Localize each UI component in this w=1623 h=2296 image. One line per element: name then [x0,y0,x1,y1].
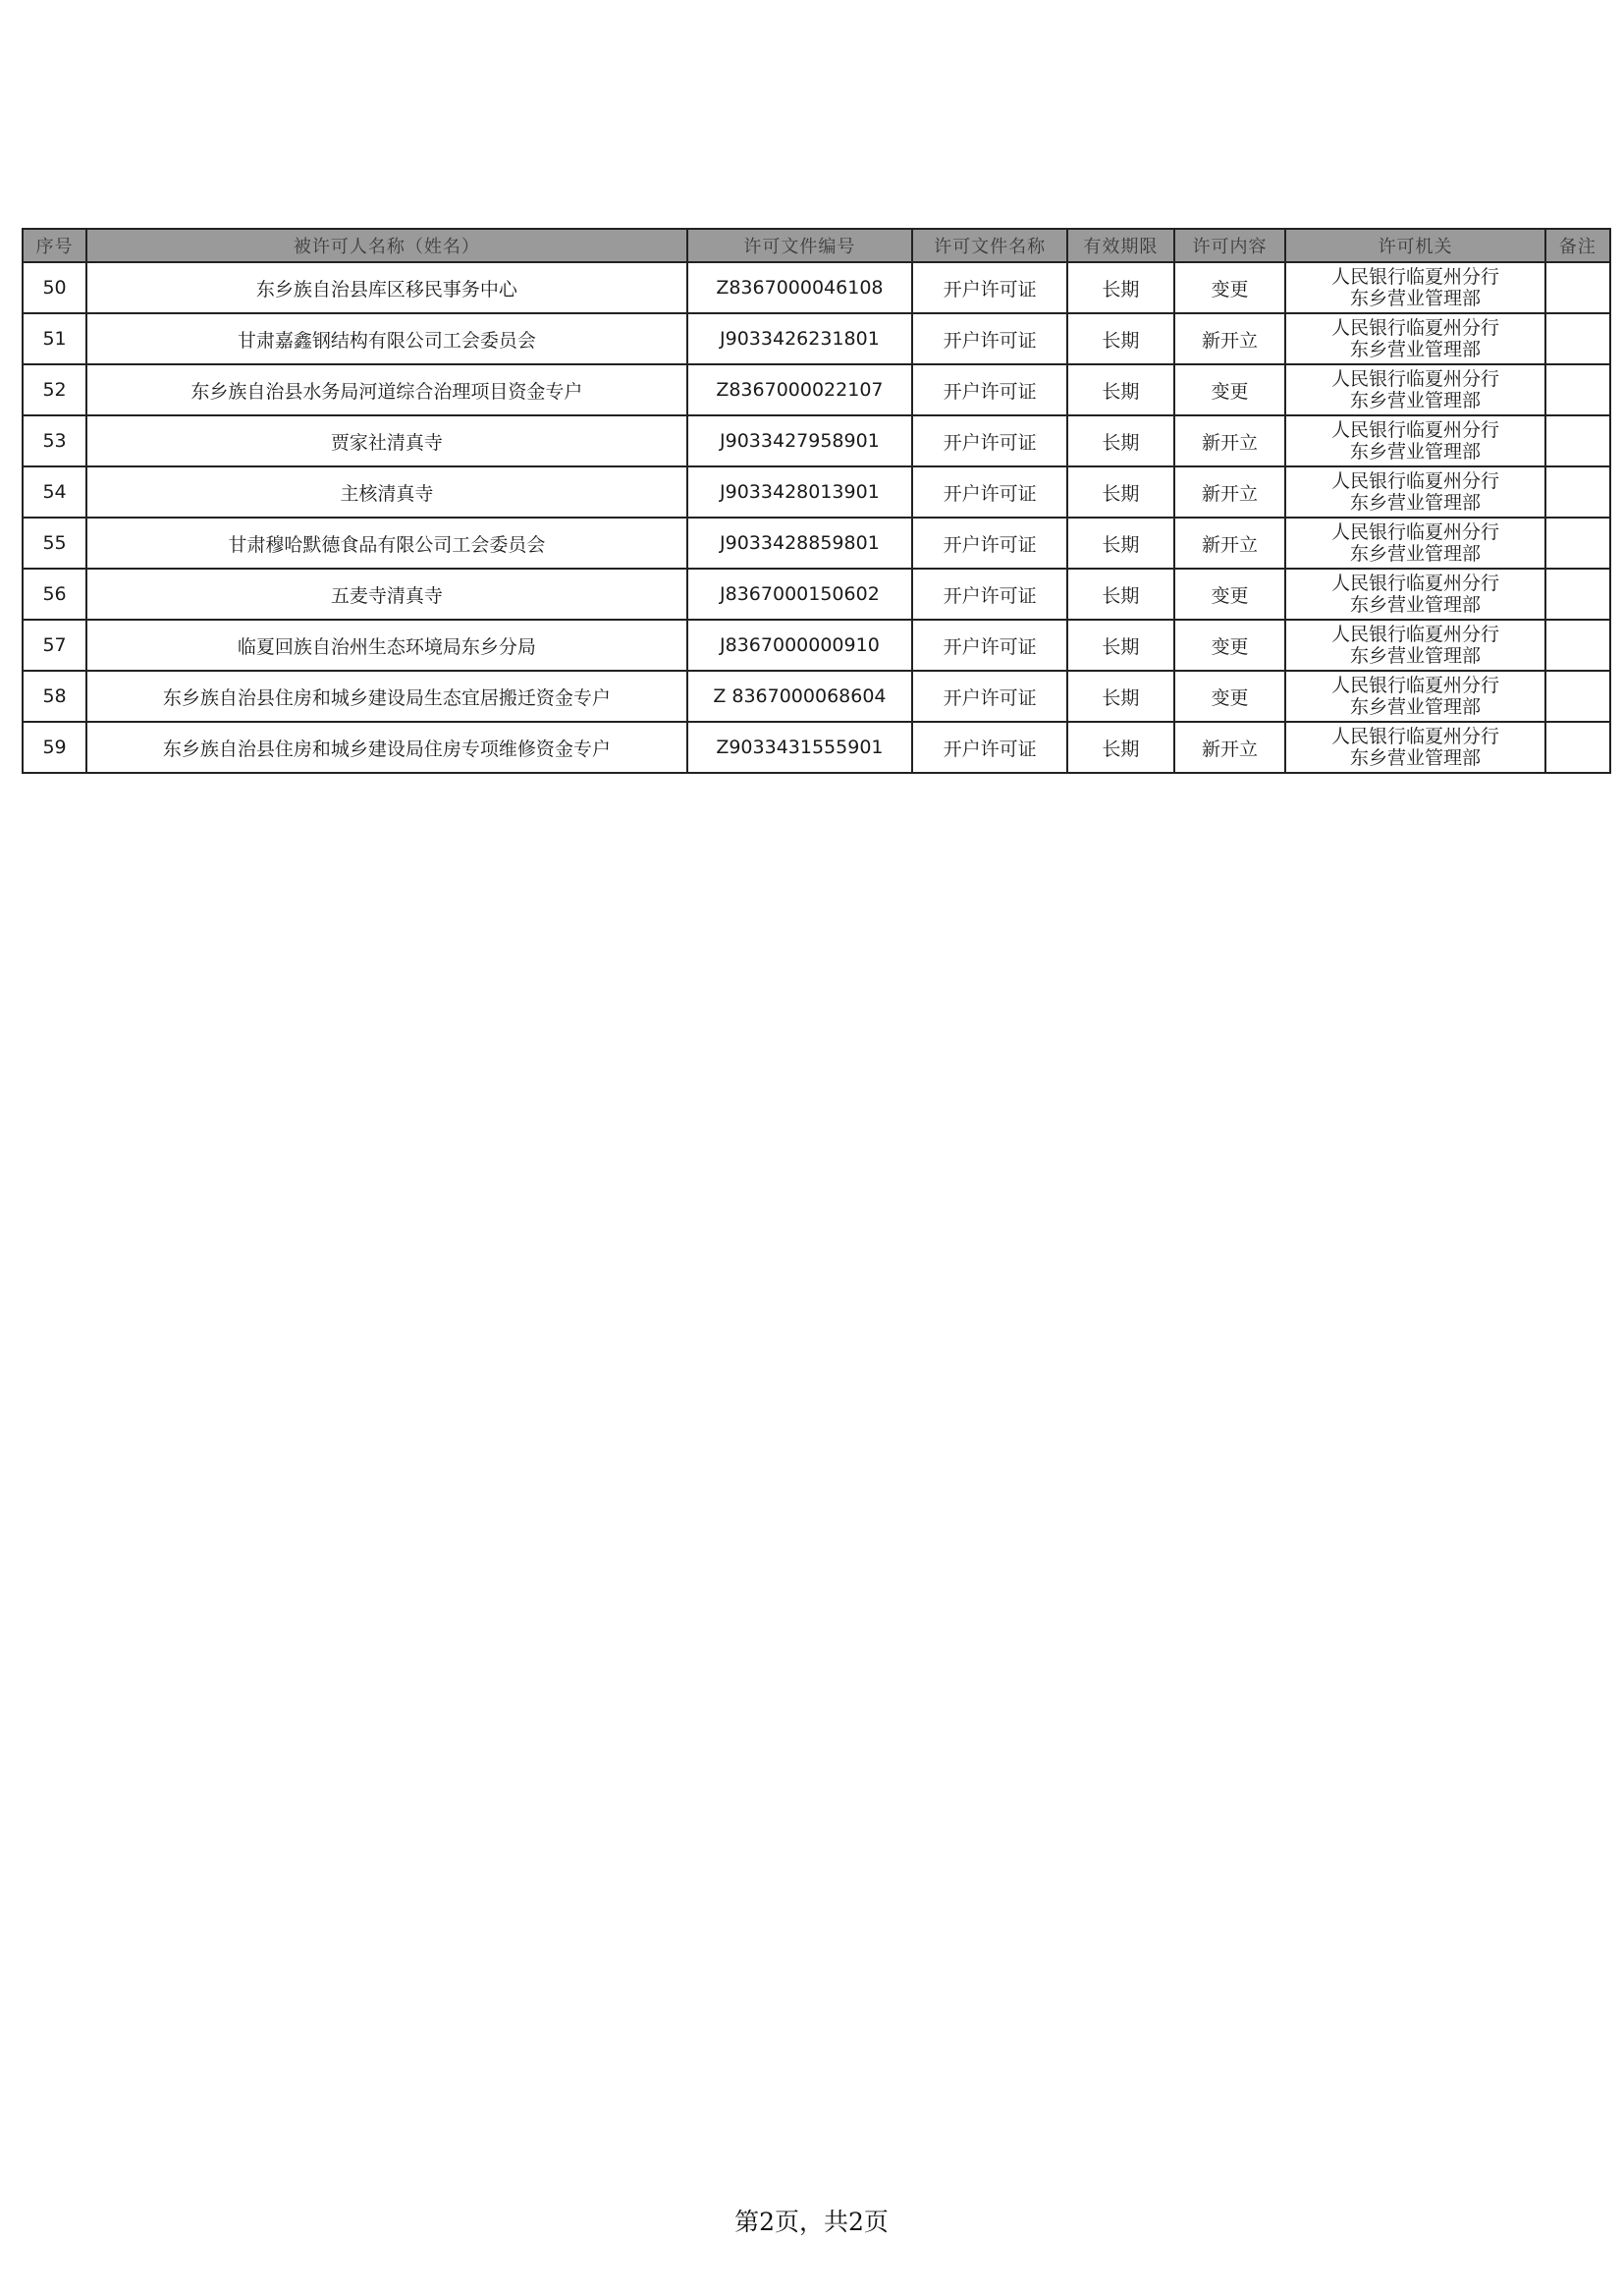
cell-doc-name: 开户许可证 [912,415,1067,466]
authority-line-1: 人民银行临夏州分行 [1331,726,1500,747]
cell-authority [1285,518,1545,569]
cell-authority [1285,722,1545,773]
cell-doc-no: Z9033431555901 [687,722,912,773]
cell-remark [1545,364,1610,415]
header-row [23,229,1610,262]
cell-name: 临夏回族自治州生态环境局东乡分局 [86,620,687,671]
table-row [23,722,1610,773]
cell-remark [1545,569,1610,620]
table-row [23,620,1610,671]
cell-doc-no: J8367000000910 [687,620,912,671]
cell-doc-no: Z8367000046108 [687,262,912,313]
header-content: 许可内容 [1174,229,1286,262]
cell-doc-name: 开户许可证 [912,620,1067,671]
cell-validity: 长期 [1067,262,1173,313]
cell-remark [1545,620,1610,671]
cell-validity: 长期 [1067,364,1173,415]
cell-doc-name: 开户许可证 [912,262,1067,313]
cell-doc-name: 开户许可证 [912,466,1067,518]
cell-seq: 58 [23,671,86,722]
cell-content: 新开立 [1174,313,1286,364]
cell-remark [1545,313,1610,364]
cell-seq: 51 [23,313,86,364]
cell-remark [1545,722,1610,773]
cell-content: 新开立 [1174,415,1286,466]
authority-line-2: 东乡营业管理部 [1350,543,1482,565]
cell-content: 变更 [1174,569,1286,620]
cell-remark [1545,671,1610,722]
authority-line-2: 东乡营业管理部 [1350,339,1482,360]
authority-line-2: 东乡营业管理部 [1350,747,1482,769]
cell-validity: 长期 [1067,569,1173,620]
cell-validity: 长期 [1067,518,1173,569]
cell-seq: 57 [23,620,86,671]
authority-line-2: 东乡营业管理部 [1350,441,1482,463]
authority-line-1: 人民银行临夏州分行 [1331,624,1500,645]
header-doc-name: 许可文件名称 [912,229,1067,262]
authority-line-1: 人民银行临夏州分行 [1331,521,1500,543]
authority-line-1: 人民银行临夏州分行 [1331,266,1500,288]
cell-name: 甘肃穆哈默德食品有限公司工会委员会 [86,518,687,569]
cell-doc-no: Z 8367000068604 [687,671,912,722]
cell-authority [1285,620,1545,671]
cell-content: 新开立 [1174,518,1286,569]
cell-name: 东乡族自治县住房和城乡建设局住房专项维修资金专户 [86,722,687,773]
cell-name: 东乡族自治县水务局河道综合治理项目资金专户 [86,364,687,415]
cell-seq: 56 [23,569,86,620]
cell-name: 东乡族自治县住房和城乡建设局生态宜居搬迁资金专户 [86,671,687,722]
permit-table [22,228,1611,774]
cell-doc-name: 开户许可证 [912,313,1067,364]
authority-line-1: 人民银行临夏州分行 [1331,573,1500,594]
authority-line-2: 东乡营业管理部 [1350,492,1482,514]
cell-name: 主核清真寺 [86,466,687,518]
cell-doc-no: Z8367000022107 [687,364,912,415]
header-seq: 序号 [23,229,86,262]
cell-doc-name: 开户许可证 [912,569,1067,620]
authority-line-2: 东乡营业管理部 [1350,645,1482,667]
cell-validity: 长期 [1067,466,1173,518]
cell-seq: 52 [23,364,86,415]
page-indicator: 第2页，共2页 [734,2208,889,2236]
cell-authority [1285,466,1545,518]
cell-doc-name: 开户许可证 [912,364,1067,415]
authority-line-1: 人民银行临夏州分行 [1331,675,1500,696]
cell-doc-no: J9033427958901 [687,415,912,466]
cell-doc-no: J9033428859801 [687,518,912,569]
authority-line-2: 东乡营业管理部 [1350,288,1482,309]
cell-content: 新开立 [1174,466,1286,518]
cell-validity: 长期 [1067,671,1173,722]
cell-seq: 55 [23,518,86,569]
cell-name: 贾家社清真寺 [86,415,687,466]
cell-content: 变更 [1174,364,1286,415]
authority-line-2: 东乡营业管理部 [1350,696,1482,718]
cell-authority [1285,569,1545,620]
authority-line-2: 东乡营业管理部 [1350,594,1482,616]
cell-authority [1285,415,1545,466]
cell-authority [1285,671,1545,722]
cell-name: 甘肃嘉鑫钢结构有限公司工会委员会 [86,313,687,364]
authority-line-1: 人民银行临夏州分行 [1331,419,1500,441]
header-doc-no: 许可文件编号 [687,229,912,262]
cell-doc-name: 开户许可证 [912,671,1067,722]
cell-doc-no: J9033426231801 [687,313,912,364]
cell-validity: 长期 [1067,313,1173,364]
cell-seq: 53 [23,415,86,466]
header-validity: 有效期限 [1067,229,1173,262]
authority-line-1: 人民银行临夏州分行 [1331,368,1500,390]
cell-validity: 长期 [1067,722,1173,773]
cell-seq: 59 [23,722,86,773]
table-row [23,313,1610,364]
table-header [23,229,1610,262]
cell-content: 变更 [1174,620,1286,671]
authority-line-1: 人民银行临夏州分行 [1331,470,1500,492]
cell-remark [1545,518,1610,569]
cell-content: 变更 [1174,262,1286,313]
cell-content: 新开立 [1174,722,1286,773]
header-name: 被许可人名称（姓名） [86,229,687,262]
authority-line-1: 人民银行临夏州分行 [1331,317,1500,339]
table-row [23,518,1610,569]
table-row [23,466,1610,518]
table-row [23,262,1610,313]
cell-doc-name: 开户许可证 [912,518,1067,569]
cell-remark [1545,262,1610,313]
cell-name: 东乡族自治县库区移民事务中心 [86,262,687,313]
cell-validity: 长期 [1067,620,1173,671]
cell-content: 变更 [1174,671,1286,722]
cell-remark [1545,466,1610,518]
cell-doc-no: J9033428013901 [687,466,912,518]
cell-seq: 54 [23,466,86,518]
cell-authority [1285,313,1545,364]
cell-remark [1545,415,1610,466]
cell-doc-name: 开户许可证 [912,722,1067,773]
cell-authority [1285,262,1545,313]
cell-authority [1285,364,1545,415]
table-row [23,364,1610,415]
table-row [23,569,1610,620]
authority-line-2: 东乡营业管理部 [1350,390,1482,411]
cell-doc-no: J8367000150602 [687,569,912,620]
table-body [23,262,1610,773]
cell-validity: 长期 [1067,415,1173,466]
cell-seq: 50 [23,262,86,313]
cell-name: 五麦寺清真寺 [86,569,687,620]
header-authority: 许可机关 [1285,229,1545,262]
table-row [23,671,1610,722]
table-row [23,415,1610,466]
header-remark: 备注 [1545,229,1610,262]
